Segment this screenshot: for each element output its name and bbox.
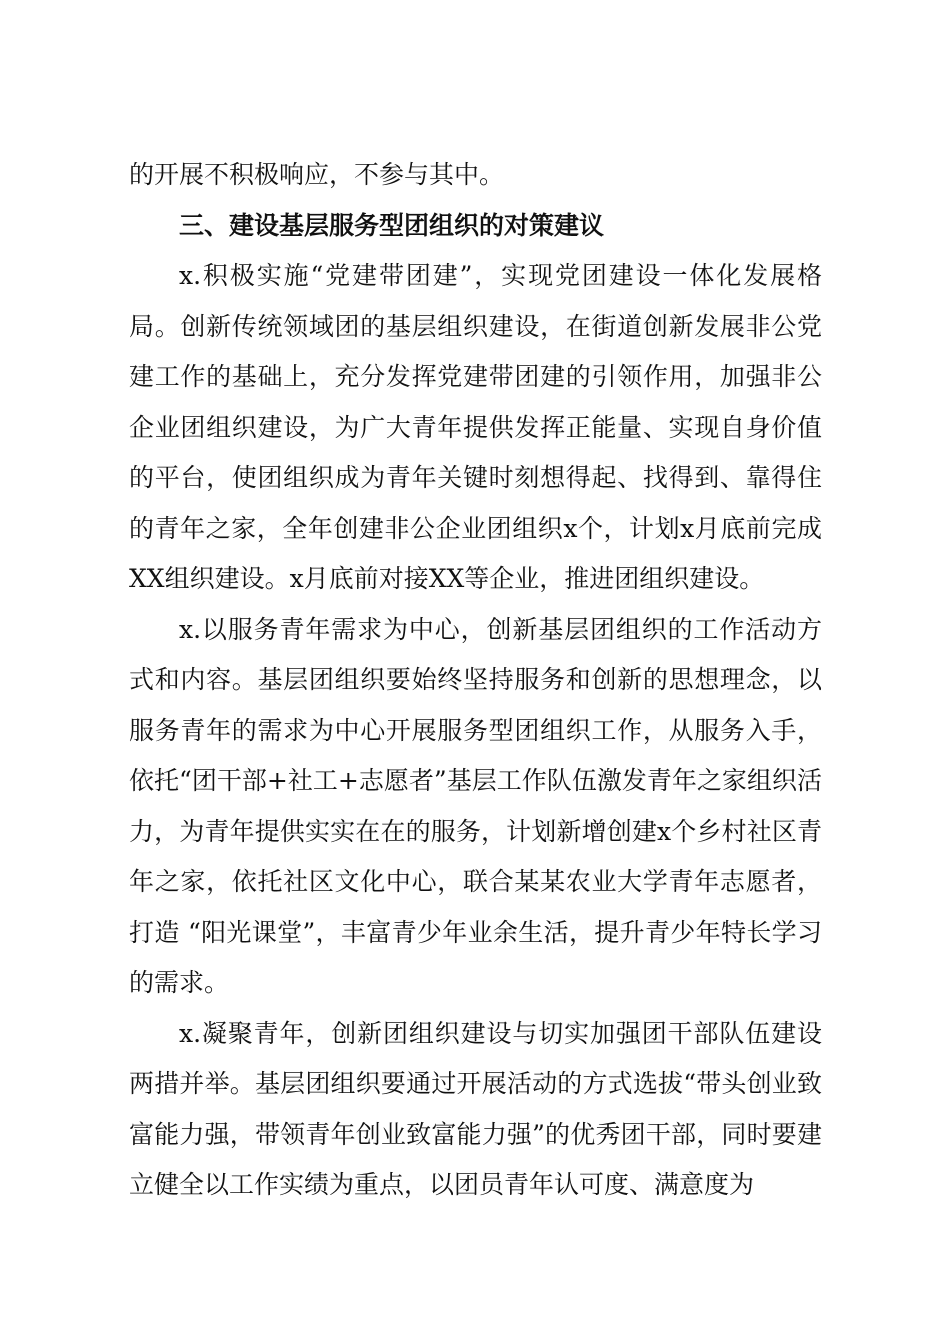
section-heading: 三、建设基层服务型团组织的对策建议 [179, 210, 605, 240]
continuation-paragraph: 的开展不积极响应，不参与其中。 [129, 160, 505, 189]
paragraph-party-building: x.积极实施“党建带团建”，实现党团建设一体化发展格局。创新传统领域团的基层组织建设，在街道创新发展非公党建工作的基础上，充分发挥党建带团建的引领作用，加强非公企业团组织建设，为广大青年提供发挥正能量、实现自身价值的平台，使团组织成为青年关键时刻想得起、找得到、靠得住的青年之家，全年创建非公企业团组织x个，计划x月底前完成XX组织建设。x月底前对接XX等企业，推进团组织建设。 [129, 261, 822, 593]
document-body [129, 150, 822, 1211]
paragraph-youth-service: x.以服务青年需求为中心，创新基层团组织的工作活动方式和内容。基层团组织要始终坚持服务和创新的思想理念，以服务青年的需求为中心开展服务型团组织工作，从服务入手，依托“团干部+社工+志愿者”基层工作队伍激发青年之家组织活力，为青年提供实实在在的服务，计划新增创建x个乡村社区青年之家，依托社区文化中心，联合某某农业大学青年志愿者，打造 “阳光课堂”，丰富青少年业余生活，提升青少年特长学习的需求。 [129, 614, 822, 997]
paragraph-cadre-building: x.凝聚青年，创新团组织建设与切实加强团干部队伍建设两措并举。基层团组织要通过开展活动的方式选拔“带头创业致富能力强，带领青年创业致富能力强”的优秀团干部，同时要建立健全以工作实绩为重点，以团员青年认可度、满意度为 [129, 1018, 822, 1199]
